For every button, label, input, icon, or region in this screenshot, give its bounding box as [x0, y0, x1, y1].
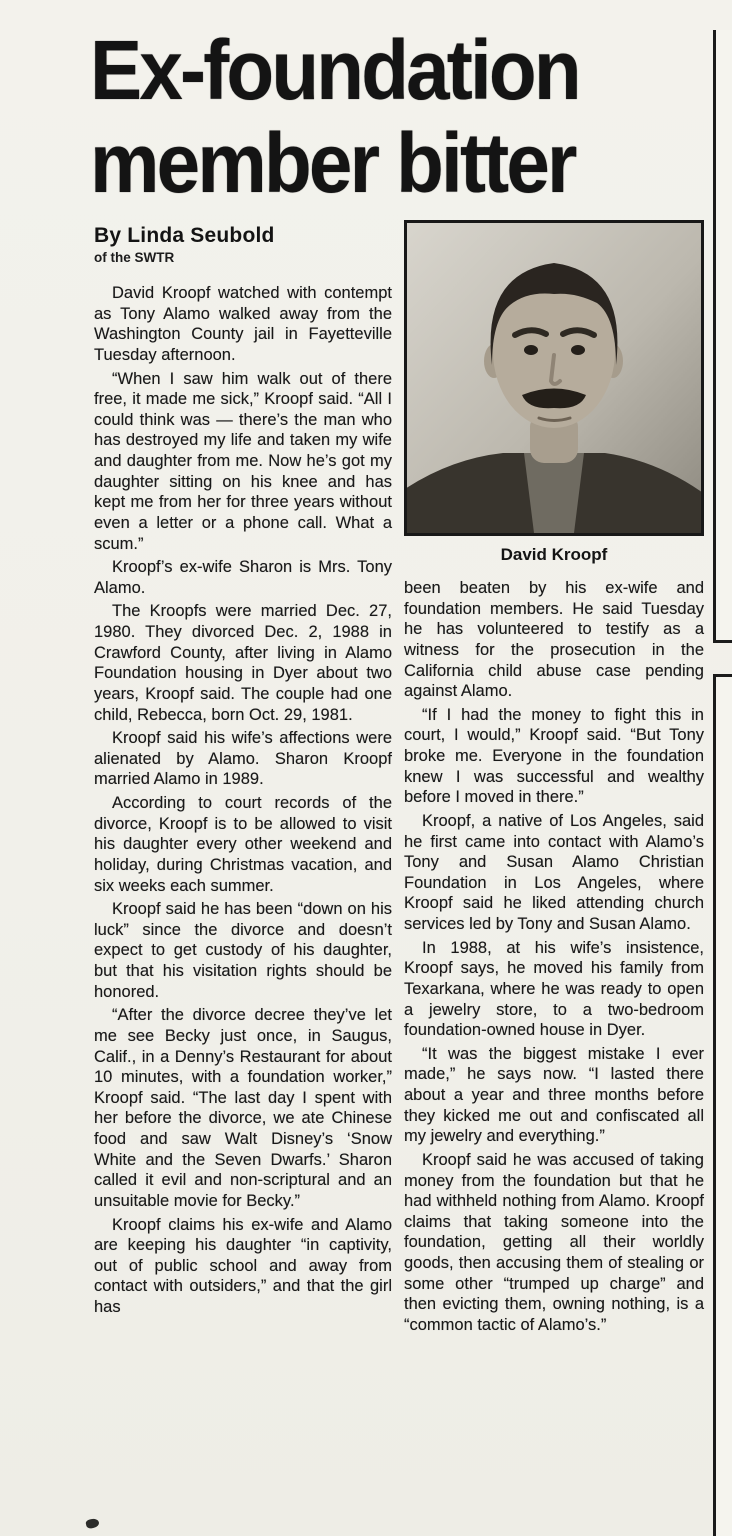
headline-line-2: member bitter: [90, 116, 575, 210]
adjacent-column-border-top: [713, 30, 732, 643]
portrait-illustration: [407, 223, 701, 533]
paragraph: Kroopf said he was accused of taking money from the foundation but that he had withheld nothing from Alamo. Kroopf claims that taking someone into the foundation, getting all their worldly goods, then accusing them of stealing or some other “trumped up charge” and then evicting them, owning nothing, is a “common tactic of Alamo’s.”: [404, 1150, 704, 1334]
paragraph: In 1988, at his wife’s insistence, Kroopf says, he moved his family from Texarkana, where he was ready to open a jewelry store, to a two-bedroom foundation-owned house in Dyer.: [404, 938, 704, 1040]
paragraph: Kroopf, a native of Los Angeles, said he first came into contact with Alamo’s Tony and Susan Alamo Christian Foundation in Los Angeles, where Kroopf said he liked attending church services led by Tony and Susan Alamo.: [404, 811, 704, 933]
paragraph: “When I saw him walk out of there free, it made me sick,” Kroopf said. “All I could think was — there’s the man who has destroyed my life and taken my wife and daughter from me. Now he’s got my daughter sitting on his knee and has kept me from her for three years without even a letter or a phone call. What a scum.”: [94, 369, 392, 553]
photo-caption: David Kroopf: [500, 545, 608, 564]
paragraph: “It was the biggest mistake I ever made,” he says now. “I lasted there about a year and three months before they kicked me out and confiscated all my jewelry and everything.”: [404, 1044, 704, 1146]
paragraph: The Kroopfs were married Dec. 27, 1980. They divorced Dec. 2, 1988 in Crawford County, after living in Alamo Foundation housing in Dyer about two years, Kroopf said. The couple had one child, Rebecca, born Oct. 29, 1981.: [94, 602, 392, 724]
paragraph: Kroopf’s ex-wife Sharon is Mrs. Tony Alamo.: [94, 558, 392, 597]
paragraph: Kroopf claims his ex-wife and Alamo are keeping his daughter “in captivity, out of public school and away from contact with outsiders,” and that the girl has: [94, 1215, 392, 1316]
paragraph: Kroopf said his wife’s affections were alienated by Alamo. Sharon Kroopf married Alamo in 1989.: [94, 729, 392, 789]
paragraph: According to court records of the divorce, Kroopf is to be allowed to visit his daughter every other weekend and holiday, during Christmas vacation, and six weeks each summer.: [94, 794, 392, 895]
byline-author: By Linda Seubold: [94, 224, 275, 247]
article-body-left: [94, 283, 392, 1318]
article-body-right: [404, 578, 704, 1336]
article-headline: [90, 24, 579, 210]
paragraph: David Kroopf watched with contempt as Tony Alamo walked away from the Washington County jail in Fayetteville Tuesday afternoon.: [94, 284, 392, 364]
scan-artifact: [85, 1518, 100, 1530]
paragraph: Kroopf said he has been “down on his luck” since the divorce and doesn’t expect to get custody of his daughter, but that his visitation rights should be honored.: [94, 900, 392, 1001]
byline-block: [94, 224, 392, 265]
photo-figure: [404, 220, 704, 565]
paragraph: been beaten by his ex-wife and foundation members. He said Tuesday he has volunteered to testify as a witness for the prosecution in the California child abuse case pending against Alamo.: [404, 579, 704, 701]
right-column: [404, 220, 704, 1339]
paragraph: “After the divorce decree they’ve let me see Becky just once, in Saugus, Calif., in a Denny’s Restaurant for about 10 minutes, with a foundation worker,” Kroopf said. “The last day I spent with her before the divorce, we ate Chinese food and saw Walt Disney’s ‘Snow White and the Seven Dwarfs.’ Sharon called it evil and non-scriptural and an unsuitable movie for Becky.”: [94, 1006, 392, 1210]
paragraph: “If I had the money to fight this in court, I would,” Kroopf said. “But Tony broke me. Everyone in the foundation knew I was successful and wealthy before I moved in there.”: [404, 705, 704, 807]
byline-organization: of the SWTR: [94, 250, 175, 265]
david-kroopf-photo: [404, 220, 704, 536]
headline-line-1: Ex-foundation: [90, 23, 579, 117]
left-column: [94, 220, 392, 1321]
adjacent-column-border-bottom: [713, 674, 732, 1536]
